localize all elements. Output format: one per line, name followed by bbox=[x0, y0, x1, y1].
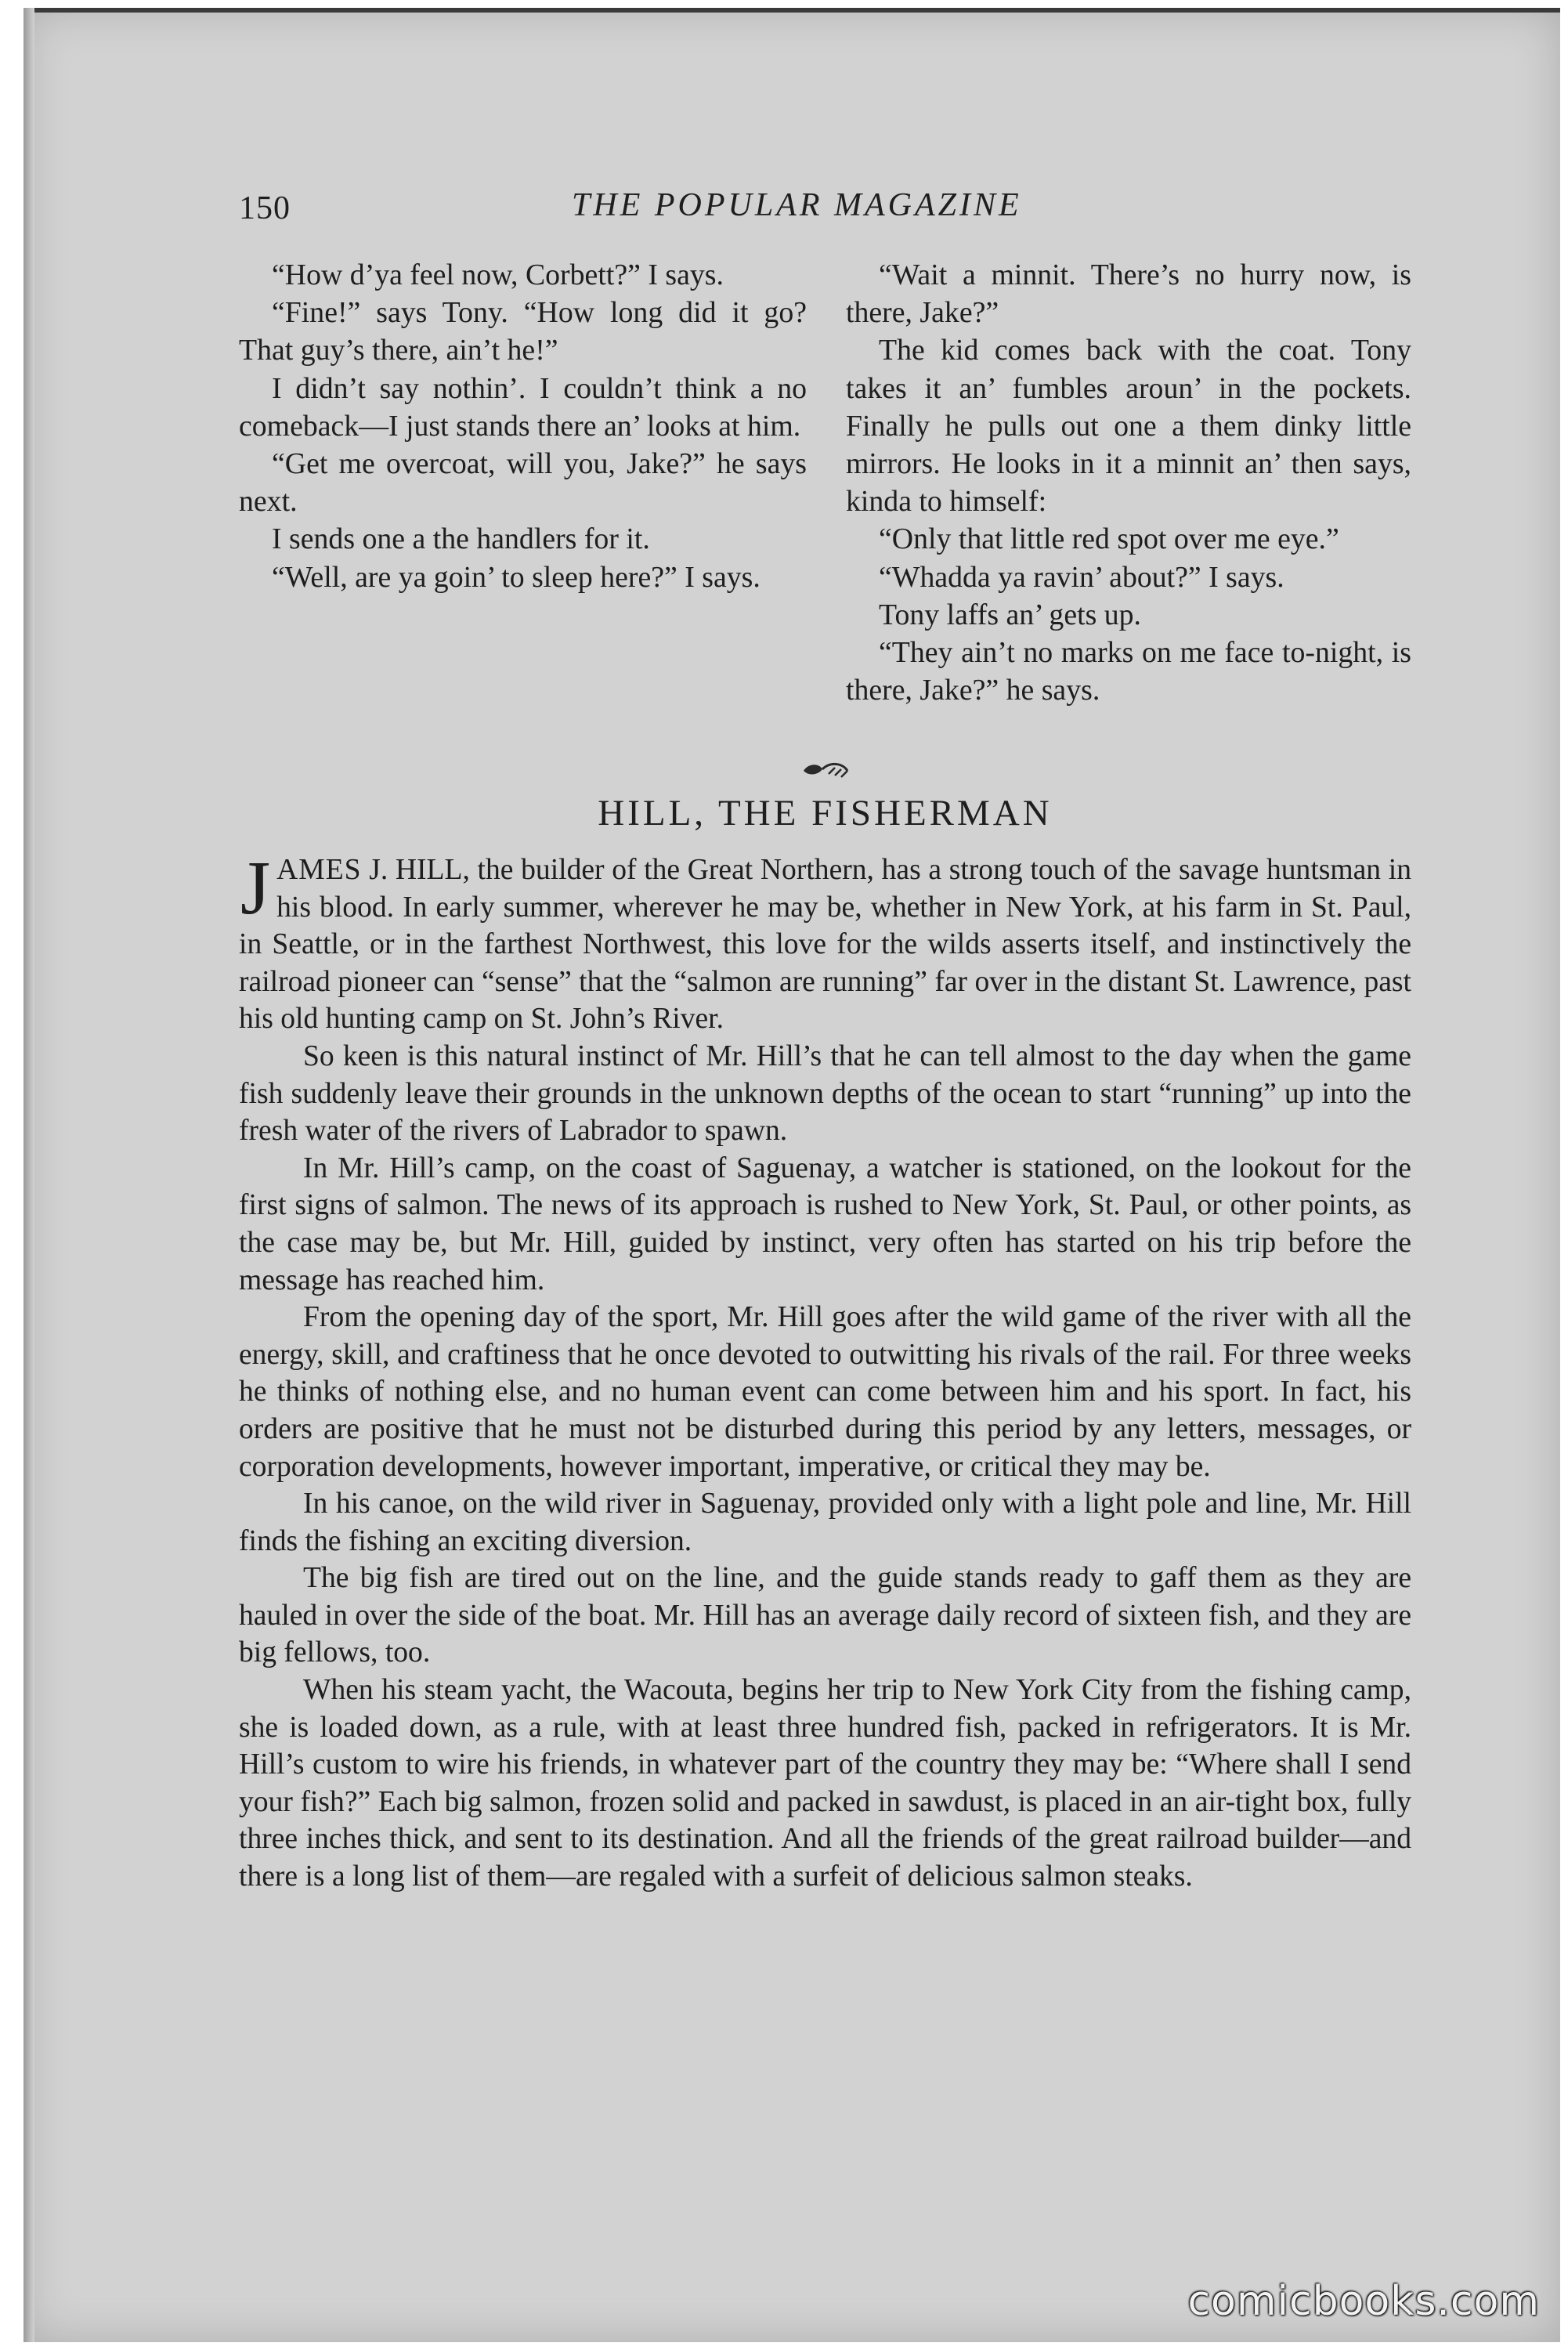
drop-cap: J bbox=[240, 846, 271, 931]
section-ornament-icon bbox=[799, 758, 854, 782]
left-paragraph: “Get me overcoat, will you, Jake?” he says next. bbox=[239, 447, 807, 519]
right-paragraph: “Only that little red spot over me eye.” bbox=[879, 522, 1339, 556]
article-paragraph: From the opening day of the sport, Mr. Hill goes after the wild game of the river with all the energy, skill, and craftiness that he once devoted to outwitting his rivals of the rail. For three weeks he thinks of nothing else, and no human event can come between him and his sport. In fact, his orders are positive that he must not be disturbed during this period by any letters, messages, or corporation developments, however important, imperative, or critical they may be. bbox=[239, 1301, 1411, 1483]
article-paragraph: In Mr. Hill’s camp, on the coast of Saguenay, a watcher is stationed, on the lookout for the first signs of salmon. The news of its approach is rushed to New York, St. Paul, or other points, as the case may be, but Mr. Hill, guided by instinct, very often has started on his trip before the message has reached him. bbox=[239, 1152, 1411, 1296]
article-paragraph: When his steam yacht, the Wacouta, begins her trip to New York City from the fishing camp, she is loaded down, as a rule, with at least three hundred fish, packed in refrigerators. It is Mr. Hill’s custom to wire his friends, in whatever part of the country they may be: “Where shall I send your fish?” Each big salmon, frozen solid and packed in sawdust, is placed in an air-tight box, fully three inches thick, and sent to its destination. And all the friends of the great railroad builder—and there is a long list of them—are regaled with a surfeit of delicious salmon steaks. bbox=[239, 1674, 1411, 1893]
article-body bbox=[239, 846, 1411, 1896]
right-column bbox=[846, 256, 1411, 709]
first-paragraph-text: J. HILL, the builder of the Great Northern, has a strong touch of the savage huntsman in his blood. In early summer, wherever he may be, whether in New York, at his farm in St. Paul, in Seattle, or in the farthest Northwest, this love for the wilds asserts itself, and instinctively the railroad pioneer can “sense” that the “salmon are running” far over in the distant St. Lawrence, past his old hunting camp on St. John’s River. bbox=[239, 854, 1411, 1036]
right-paragraph: “They ain’t no marks on me face to-night, is there, Jake?” he says. bbox=[846, 636, 1411, 707]
top-rule bbox=[23, 8, 1560, 13]
left-paragraph: “Fine!” says Tony. “How long did it go? That guy’s there, ain’t he!” bbox=[239, 296, 807, 367]
magazine-page bbox=[23, 8, 1560, 2342]
left-paragraph: I sends one a the handlers for it. bbox=[272, 522, 650, 556]
left-column bbox=[239, 256, 807, 596]
left-paragraph: “Well, are ya goin’ to sleep here?” I says. bbox=[272, 560, 761, 594]
article-paragraph: In his canoe, on the wild river in Saguenay, provided only with a light pole and line, Mr. Hill finds the fishing an exciting diversion. bbox=[239, 1488, 1411, 1557]
article-paragraph: The big fish are tired out on the line, and the guide stands ready to gaff them as they are hauled in over the side of the boat. Mr. Hill has an average daily record of sixteen fish, and they are big fellows, too. bbox=[239, 1562, 1411, 1669]
page-edge-shadow bbox=[23, 8, 34, 2342]
page-number: 150 bbox=[239, 190, 291, 226]
right-paragraph: “Wait a minnit. There’s no hurry now, is there, Jake?” bbox=[846, 258, 1411, 330]
article-title: HILL, THE FISHERMAN bbox=[598, 793, 1053, 833]
right-paragraph: “Whadda ya ravin’ about?” I says. bbox=[879, 560, 1284, 594]
left-paragraph: I didn’t say nothin’. I couldn’t think a no comeback—I just stands there an’ looks at him. bbox=[239, 371, 807, 443]
article-paragraph bbox=[239, 846, 1411, 1038]
left-paragraph: “How d’ya feel now, Corbett?” I says. bbox=[272, 258, 724, 291]
running-head: THE POPULAR MAGAZINE bbox=[572, 187, 1022, 223]
article-paragraph: So keen is this natural instinct of Mr. Hill’s that he can tell almost to the day when the game fish suddenly leave their grounds in the unknown depths of the ocean to start “running” up into the fresh water of the rivers of Labrador to spawn. bbox=[239, 1039, 1411, 1148]
site-watermark: comicbooks.com bbox=[1187, 2278, 1540, 2325]
right-paragraph: Tony laffs an’ gets up. bbox=[879, 598, 1142, 631]
right-paragraph: The kid comes back with the coat. Tony takes it an’ fumbles aroun’ in the pockets. Finally he pulls out one a them dinky little mirrors. He looks in it a minnit an’ then says, kinda to himself: bbox=[846, 334, 1411, 519]
first-word: AMES bbox=[276, 854, 362, 886]
